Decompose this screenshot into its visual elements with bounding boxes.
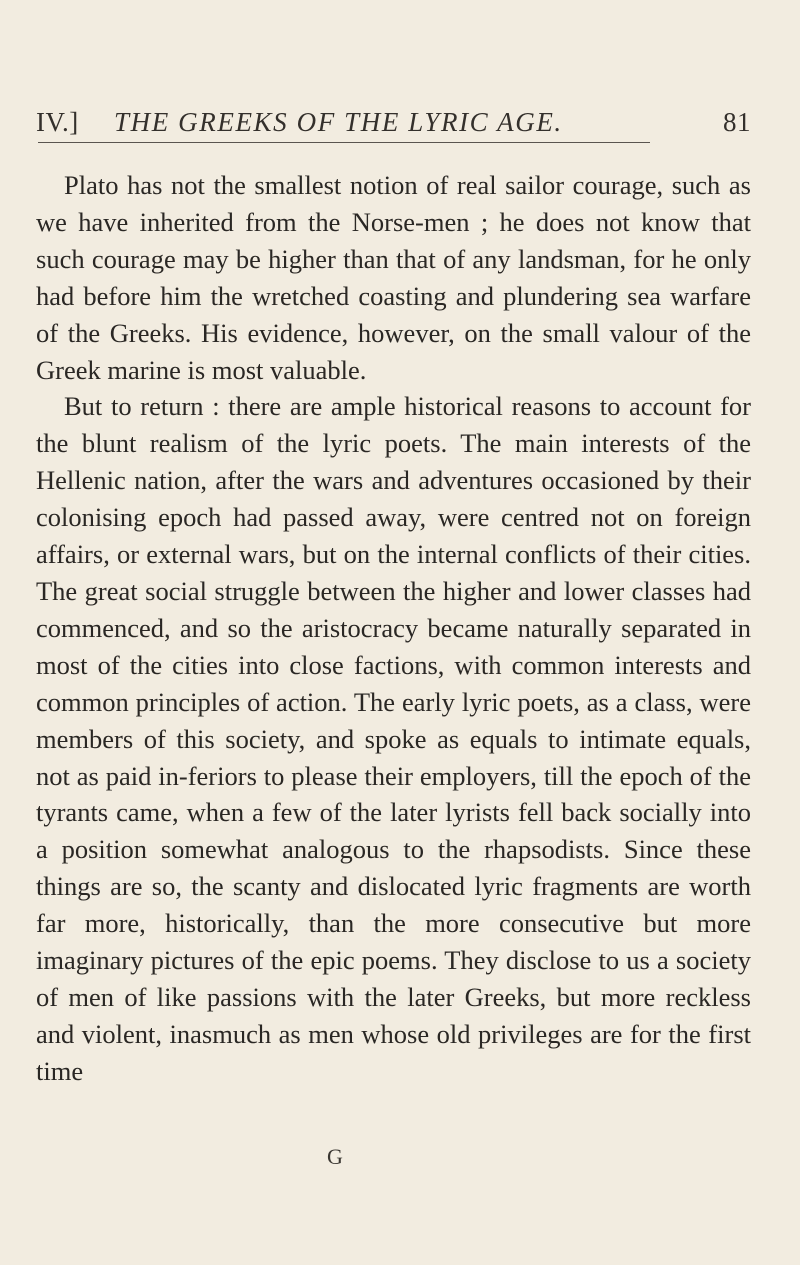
- header-rule: [38, 142, 650, 143]
- running-head: [36, 104, 751, 140]
- signature-mark: G: [327, 1144, 343, 1169]
- paragraph-1: Plato has not the smallest notion of real sailor courage, such as we have inherited from the Norse-men ; he does not know that such courage may be higher than that of any landsman, for he only had before him the wretched coasting and plundering sea warfare of the Greeks. His evidence, however, on the small valour of the Greek marine is most valuable.: [36, 170, 751, 385]
- page-number: 81: [723, 107, 751, 137]
- body-text: [36, 167, 751, 1090]
- chapter-number: IV.]: [36, 107, 79, 137]
- running-title: THE GREEKS OF THE LYRIC AGE.: [114, 107, 563, 137]
- paragraph-2: But to return : there are ample historical reasons to account for the blunt realism of the lyric poets. The main interests of the Hellenic nation, after the wars and adventures occasioned by their colonising epoch had passed away, were centred not on foreign affairs, or external wars, but on the internal conflicts of their cities. The great social struggle between the higher and lower classes had commenced, and so the aristocracy became naturally separated in most of the cities into close factions, with common interests and common principles of action. The early lyric poets, as a class, were members of this society, and spoke as equals to intimate equals, not as paid in-feriors to please their employers, till the epoch of the tyrants came, when a few of the later lyrists fell back socially into a position somewhat analogous to the rhapsodists. Since these things are so, the scanty and dislocated lyric fragments are worth far more, historically, than the more consecutive but more imaginary pictures of the epic poems. They disclose to us a society of men of like passions with the later Greeks, but more reckless and violent, inasmuch as men whose old privileges are for the first time: [36, 391, 751, 1086]
